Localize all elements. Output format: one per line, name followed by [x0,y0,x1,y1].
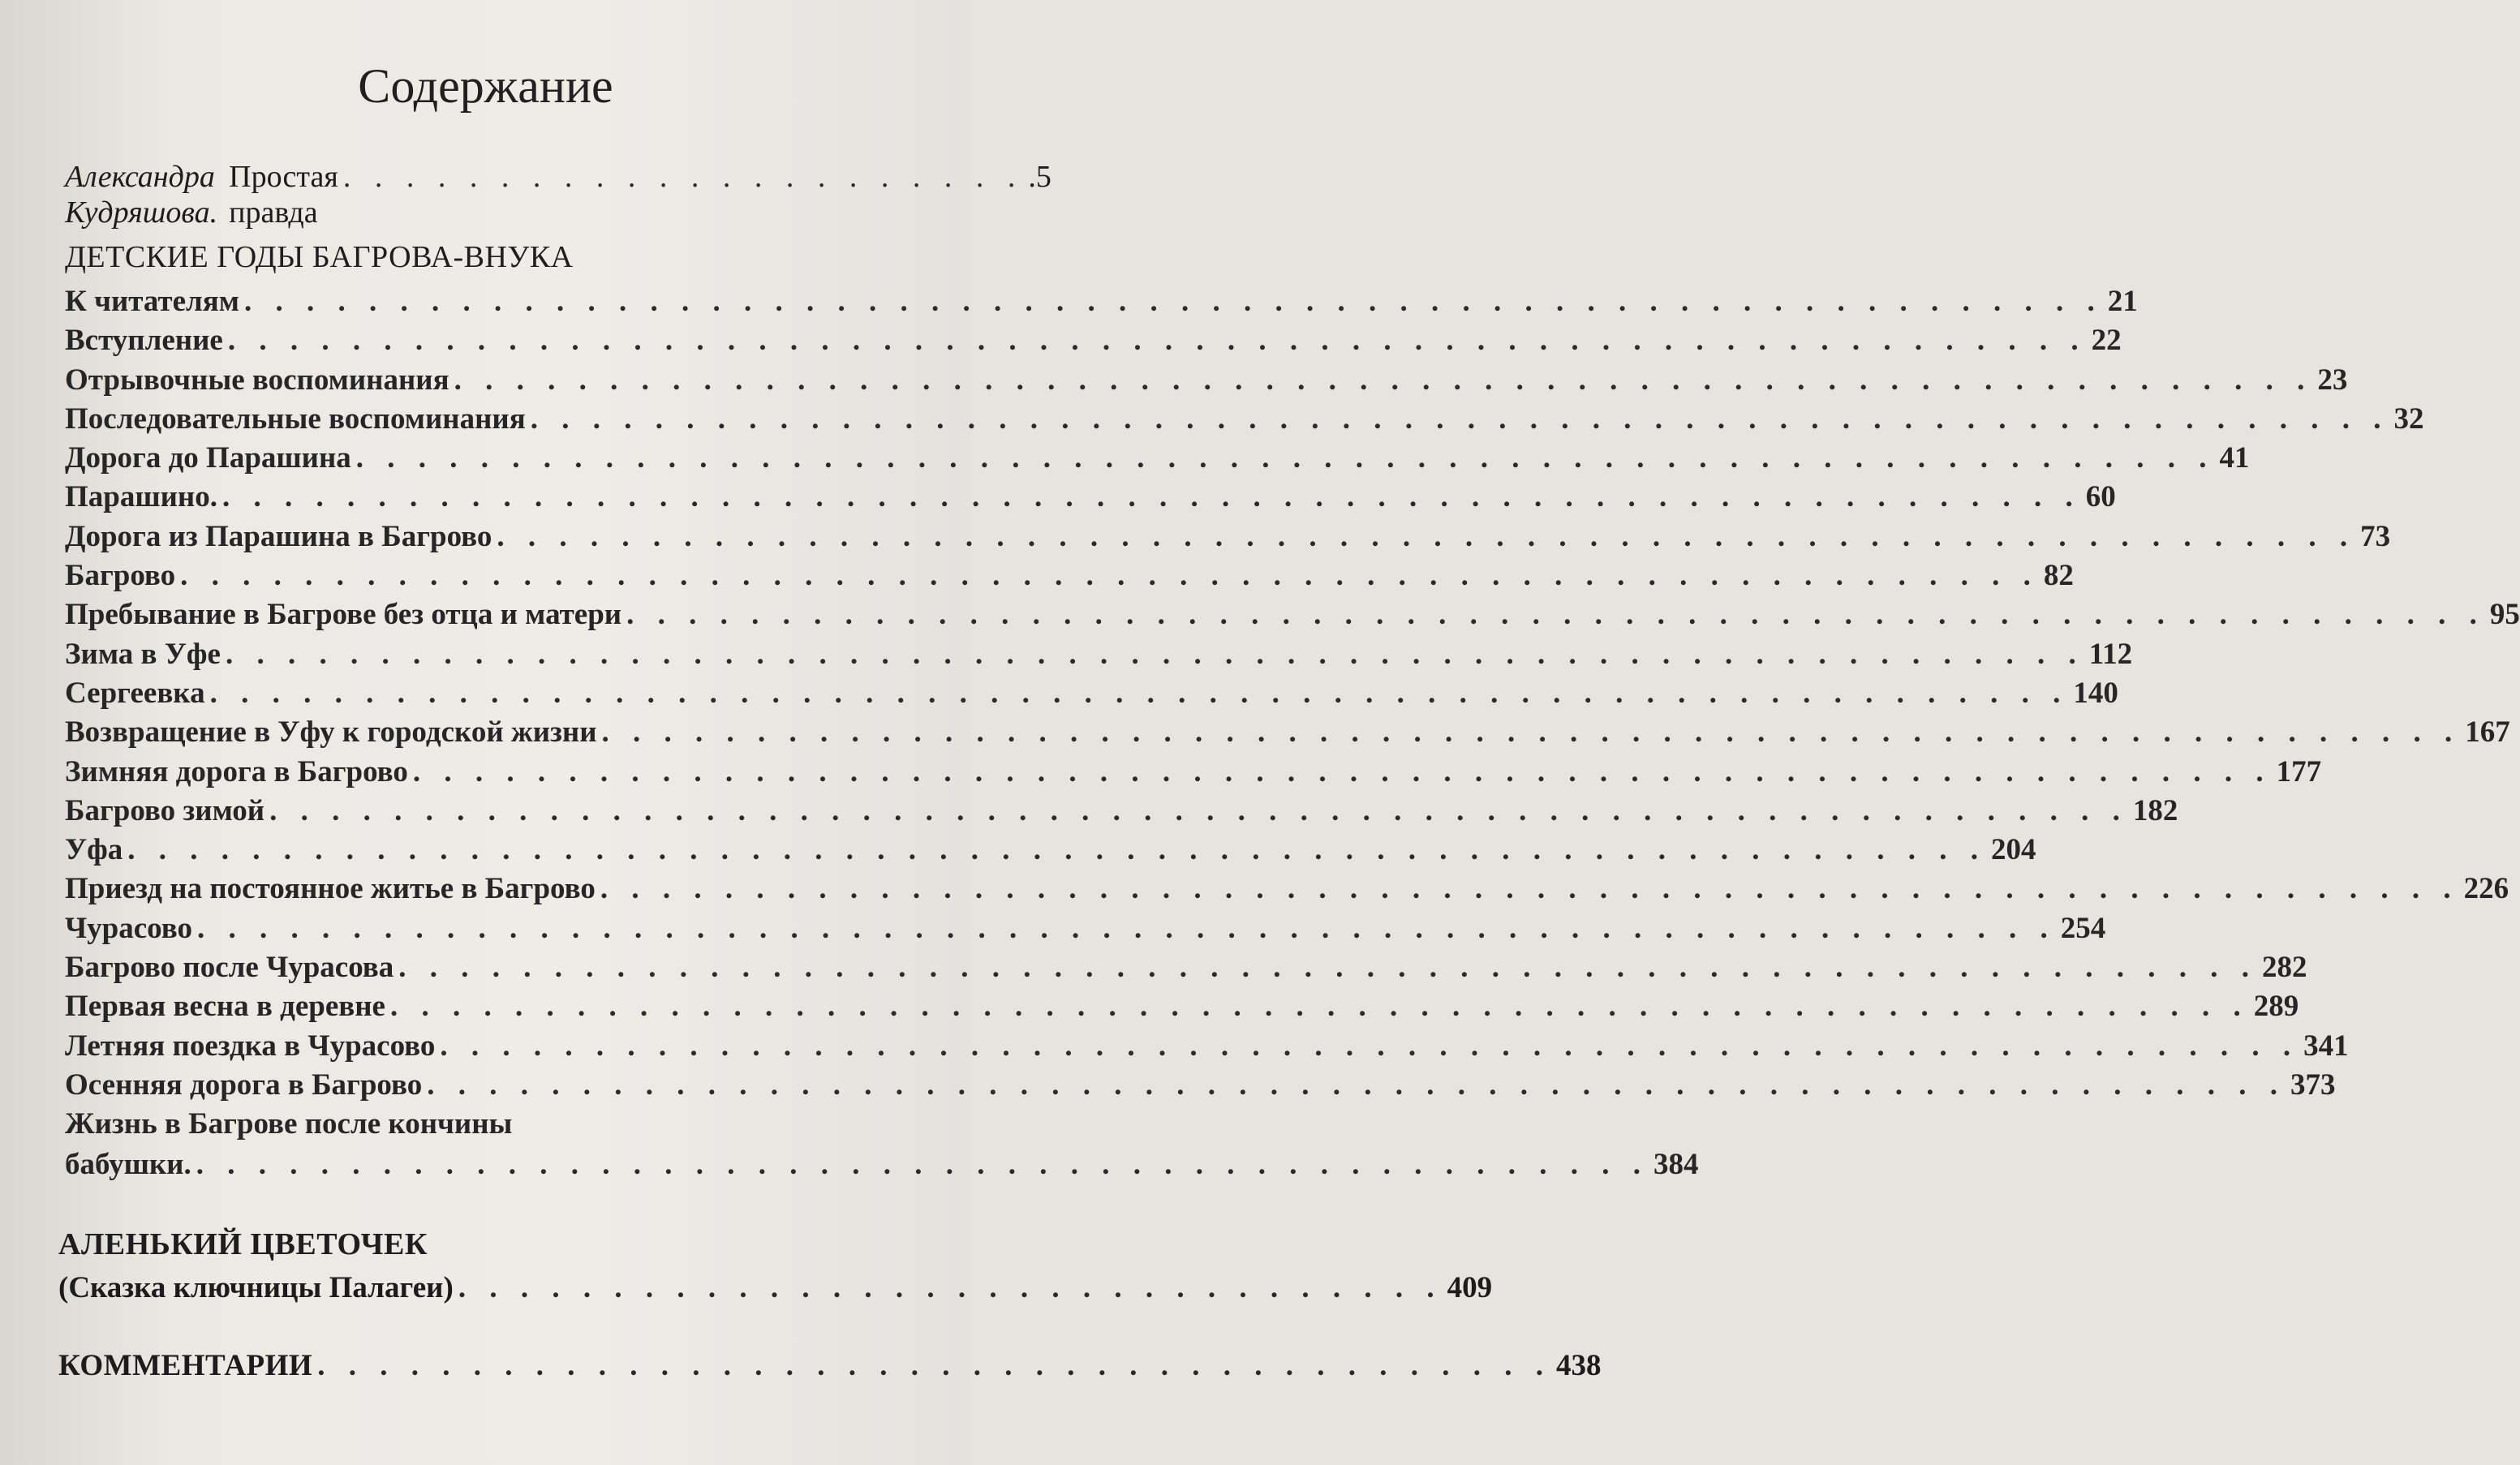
toc-entry [65,871,2509,910]
toc-entry-page: 226 [2463,872,2509,906]
dot-leader: . . . . . . . . . . . . . . . . . . . . . . . . . . . . . . . . . . . . . . . . . . . . . . . . . . . . . . . . . . . . [221,480,2081,514]
toc-entry-label: Зимняя дорога в Багрово [65,754,408,788]
toc-entry [65,911,2106,950]
intro-author: Александра Кудряшова. [65,160,218,230]
toc-entry-page: 82 [2043,559,2074,593]
toc-entry [65,1068,2336,1106]
toc-entry [65,832,2036,871]
dot-leader: . . . . . . . . . . . . . . . . . . . . . . . . . . . . . . . . . . . . . . . . . . . . . . . . . . . . . . . . . . . . [440,1029,2299,1063]
toc-entry-page: 23 [2317,363,2348,397]
toc-entry-label: (Сказка ключницы Палагеи) [58,1271,454,1304]
toc-entry-page: 167 [2465,715,2510,750]
dot-leader: . . . . . . . . . . . . . . . . . . . . . . . . . . . . . . . . . . . . . . . . . . . . . . . . . . . . . . . . . . . . [127,833,1987,867]
toc-entry-page: 282 [2262,951,2307,985]
dot-leader: . . . . . . . . . . . . . . . . . . . . . . . . . . . . . . . . . . . . . . . . . . . . . . . . . . . . . . . . . . . . [209,676,2069,710]
dot-leader: . . . . . . . . . . . . . . . . . . . . . . . . . . . . . . . . . . . . . . . . . . . . . . . . . . . . . . . . . . . . [601,715,2461,750]
toc-entry-page: 204 [1991,833,2036,867]
toc-entry-label: Дорога до Парашина [65,441,351,475]
toc-entry [65,323,2122,362]
toc-entry [65,597,2520,636]
toc-entry-page: 438 [1555,1349,1602,1382]
toc-entry-label: Багрово [65,559,176,593]
toc-entry-flower [58,1270,1493,1305]
section-heading-flower: АЛЕНЬКИЙ ЦВЕТОЧЕК [58,1227,428,1261]
dot-leader: . . . . . . . . . . . . . . . . . . . . . . . . . . . . . . . . . . . . . . . . . . . . . . . . . . . . . . . . . . . . [389,990,2249,1024]
toc-entry-label: Чурасово [65,911,192,945]
toc-entry-page: 254 [2060,911,2106,945]
toc-entry-label: Осенняя дорога в Багрово [65,1068,423,1102]
toc-entry [65,519,2391,558]
toc-entry-page: 373 [2290,1068,2336,1102]
toc-entry-label: Багрово зимой [65,793,265,827]
toc-entry-label: Пребывание в Багрове без отца и матери [65,598,622,632]
toc-entry-page: 182 [2132,793,2178,827]
toc-list [65,284,2520,1186]
section-heading-comments: КОММЕНТАРИИ [58,1349,313,1382]
toc-entry-label: Приезд на постоянное житье в Багрово [65,872,596,906]
toc-entry-page: 341 [2303,1029,2349,1063]
toc-entry [65,479,2116,518]
dot-leader: . . . . . . . . . . . . . . . . . . . . . . . . . . . . . . . . [458,1271,1443,1304]
dot-leader: . . . . . . . . . . . . . . . . . . . . . . . . . . . . . . . . . . . . . . . . . . . . . . . . . . . . . . . . . . . . [454,363,2313,397]
toc-entry-page: 60 [2085,480,2116,514]
toc-entry [65,558,2074,597]
toc-entry-label: Возвращение в Уфу к городской жизни [65,715,597,750]
dot-leader: . . . . . . . . . . . . . . . . . . . . . . . . . . . . . . . . . . . . . . . . . . . . . . . . . . . . . . . . . . . . [427,1068,2286,1102]
dot-leader: . . . . . . . . . . . . . . . . . . . . . . . . . . . . . . . . . . . . . . . . . . . . . . . . . . . . . . . . . . . . [227,324,2087,358]
dot-leader: . . . . . . . . . . . . . . . . . . . . . . . . . . . . . . . . . . . . . . . . . . . . . . . . . . . . . . . . . . . . [269,793,2128,827]
toc-entry-label-cont: бабушки. [65,1148,191,1182]
toc-intro-entry [65,159,1051,230]
toc-entry [65,676,2118,715]
section-heading-childhood: ДЕТСКИЕ ГОДЫ БАГРОВА-ВНУКА [65,240,574,274]
toc-entry-label: Зима в Уфе [65,637,221,671]
toc-entry [65,637,2133,676]
toc-entry-page: 95 [2489,598,2520,632]
bleed-through-text [243,122,250,149]
toc-entry-comments [58,1348,1602,1383]
dot-leader: . . . . . . . . . . . . . . . . . . . . . . . . . . . . . . . . . . . . . . . . . . . . . . . . . . . . . . . . . . . . [355,441,2215,475]
toc-entry [65,950,2307,989]
toc-entry [65,754,2322,793]
toc-entry-page: 73 [2360,519,2391,553]
dot-leader: . . . . . . . . . . . . . . . . . . . . . . . . . . . . . . . . . . . . . . . . . . . . . . . . . . . . . . . . . . . . [626,598,2485,632]
toc-entry-label: Уфа [65,833,123,867]
toc-entry-label: Парашино. [65,480,217,514]
toc-entry-page: 409 [1447,1271,1493,1304]
toc-entry [65,989,2299,1028]
toc-entry [65,1029,2349,1068]
dot-leader: . . . . . . . . . . . . . . . . . . . . . . . . . . . . . . . . . . . . . . . . . . . . . . . . . . . . . . . . . . . . [530,402,2389,436]
toc-entry [65,793,2178,832]
toc-entry-label: Сергеевка [65,676,205,710]
dot-leader: . . . . . . . . . . . . . . . . . . . . . . . . . . . . . . . . . . . . . . . . . . . . . . . . . . . . . . . . . . . . [196,911,2056,945]
toc-entry-page: 32 [2393,402,2424,436]
toc-entry-page: 177 [2276,754,2322,788]
dot-leader: . . . . . . . . . . . . . . . . . . . . . . . . . . . . . . . . . . . . . . . . . . . . . . . . . . . . . . . . . . . . [398,951,2258,985]
toc-entry-page: 112 [2088,637,2133,671]
dot-leader: . . . . . . . . . . . . . . . . . . . . . . . . . . . . . . . . . . . . . . . . . . . . . . . . . . . . . . . . . . . . [180,559,2039,593]
toc-entry-page: 140 [2073,676,2118,710]
toc-entry [65,440,2250,479]
dot-leader: . . . . . . . . . . . . . . . . . . . . . . . . . . . . . . . . . . . . . . . . . . . . . . . . . . . . . . . . . . . . [600,872,2459,906]
toc-entry [65,402,2424,440]
dot-leader: . . . . . . . . . . . . . . . . . . . . . . . . . . . . . . . . . . . . . . . . [317,1349,1551,1382]
dot-leader: . . . . . . . . . . . . . . . . . . . . . . [342,160,1024,194]
dot-leader: . . . . . . . . . . . . . . . . . . . . . . . . . . . . . . . . . . . . . . . . . . . . . . . . . . . . . . . . . . . . [244,285,2103,318]
toc-entry-label: Летняя поездка в Чурасово [65,1029,436,1063]
dot-leader: . . . . . . . . . . . . . . . . . . . . . . . . . . . . . . . . . . . . . . . . . . . . . . . [196,1148,1649,1182]
toc-entry-label: Вступление [65,324,223,358]
toc-entry-page: 384 [1653,1148,1699,1182]
intro-title: Простая правда [229,160,338,230]
toc-entry [65,715,2510,754]
toc-entry-label: Первая весна в деревне [65,990,385,1024]
toc-entry-page: 41 [2219,441,2250,475]
dot-leader: . . . . . . . . . . . . . . . . . . . . . . . . . . . . . . . . . . . . . . . . . . . . . . . . . . . . . . . . . . . . [412,754,2272,788]
toc-entry-label: Дорога из Парашина в Багрово [65,519,492,553]
toc-entry-multiline [65,1106,1699,1186]
toc-entry [65,363,2348,402]
toc-entry [65,284,2138,323]
dot-leader: . . . . . . . . . . . . . . . . . . . . . . . . . . . . . . . . . . . . . . . . . . . . . . . . . . . . . . . . . . . . [225,637,2084,671]
toc-entry-label: Жизнь в Багрове после кончины [65,1107,513,1141]
page-title: Содержание [358,59,613,113]
toc-entry-label: Багрово после Чурасова [65,951,394,985]
toc-entry-label: Последовательные воспоминания [65,402,526,436]
toc-entry-label: К читателям [65,285,240,318]
toc-entry-label: Отрывочные воспоминания [65,363,449,397]
toc-entry-page: 22 [2091,324,2122,358]
dot-leader: . . . . . . . . . . . . . . . . . . . . . . . . . . . . . . . . . . . . . . . . . . . . . . . . . . . . . . . . . . . . [497,519,2356,553]
toc-entry-page: 21 [2107,285,2138,318]
intro-page: .5 [1028,160,1051,194]
toc-entry-page: 289 [2253,990,2299,1024]
